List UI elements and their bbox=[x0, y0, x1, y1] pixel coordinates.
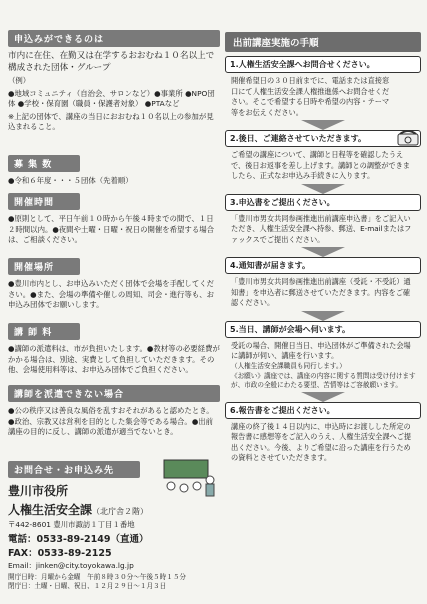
cannot-body: ●公の秩序又は善良な風俗を乱すおそれがあると認めたとき。●政治、宗教又は営利を目的とした集会等である場合。●出前講座の目的に反し、講師の派遣が適当でないとき。 bbox=[8, 406, 214, 436]
recruit-body: ●令和６年度・・・５団体（先着順） bbox=[8, 176, 133, 185]
contact-tel[interactable]: 電話：0533-89-2149（直通） bbox=[8, 533, 149, 545]
recruit-heading: 募 集 数 bbox=[8, 155, 80, 172]
contact-address: 〒442-8601 豊川市諏訪１丁目１番地 bbox=[8, 520, 135, 529]
time-heading: 開催時間 bbox=[8, 193, 80, 210]
step-arrow bbox=[301, 247, 345, 257]
step-1 bbox=[225, 56, 421, 130]
step-3-body: 「豊川市男女共同参画推進出前講座申込書」をご記入いただき、人権生活安全課へ持参、郵送、E-mailまたはファックスでご提出ください。 bbox=[231, 213, 412, 244]
apply-list: ●地域コミュニティ（自治会、サロンなど）●事業所 ●NPO団体 ●学校・保育園（職員・保護者対象） ●PTAなど bbox=[8, 88, 215, 108]
contact-fax: FAX：0533-89-2125 bbox=[8, 547, 112, 559]
fee-heading: 講 師 料 bbox=[8, 323, 80, 340]
contact-dept-note: （北庁舎２階） bbox=[92, 507, 149, 516]
cannot-heading: 講師を派遣できない場合 bbox=[8, 385, 220, 402]
telephone-icon bbox=[397, 128, 419, 150]
step-3-title: 3.申込書をご提出ください。 bbox=[225, 194, 421, 211]
time-body: ●原則として、平日午前１０時から午後４時までの間で、１日２時間以内。●夜間や土曜・日曜・祝日の開催を希望する場合は、ご相談ください。 bbox=[8, 214, 214, 244]
step-2-title: 2.後日、ご連絡させていただきます。 bbox=[225, 130, 421, 147]
step-3 bbox=[225, 194, 421, 258]
cannot-section bbox=[8, 385, 220, 438]
apply-body: 市内に在住、在勤又は在学するおおむね１０名以上で構成された団体・グループ bbox=[8, 51, 215, 73]
step-5-note: （人権生活安全課職員も同行します。） bbox=[231, 361, 346, 370]
fee-section bbox=[8, 320, 220, 376]
step-2 bbox=[225, 130, 421, 194]
step-4-body: 「豊川市男女共同参画推進出前講座（受託・不受託）通知書」を申込者に郵送させていただきます。内容をご確認ください。 bbox=[231, 277, 411, 307]
step-5-title: 5.当日、講師が会場へ伺います。 bbox=[225, 321, 421, 338]
place-section bbox=[8, 255, 220, 311]
apply-note: ※上記の団体で、講座の当日におおむね１０名以上の参加が見込まれること。 bbox=[8, 111, 214, 131]
step-arrow bbox=[301, 184, 345, 194]
step-1-body: 開催希望日の３０日前までに、電話または直接窓口にて人権生活安全課人権推進係へお問合せください。そこで希望する日時や希望の内容・テーマ等をお伝えください。 bbox=[231, 76, 390, 117]
place-body: ●豊川市内とし、お申込みいただく団体で会場を手配してください。●また、会場の準備や催しの周知、司会・進行等も、お申込み団体でお願いします。 bbox=[8, 279, 214, 309]
contact-dept: 人権生活安全課 bbox=[8, 503, 93, 517]
step-5 bbox=[225, 321, 421, 402]
procedure-heading: 出前講座実施の手順 bbox=[225, 32, 421, 52]
contact-section bbox=[8, 458, 220, 591]
place-heading: 開催場所 bbox=[8, 258, 80, 275]
step-5-body: 受託の場合、開催日当日、申込団体がご準備された会場に講師が伺い、講座を行います。 bbox=[231, 340, 411, 360]
step-2-body: ご希望の講座について、講師と日程等を確認したうえで、後日お返事を差し上げます。講師との調整ができましたら、正式なお申込み手続きに入ります。 bbox=[231, 150, 410, 180]
step-6-body: 講座の終了後１４日以内に、申込時にお渡しした所定の報告書に感想等をご記入のうえ、人権生活安全課へご提出ください。今後、よりご希望に沿った講座を行うための資料とさせていただきます。 bbox=[231, 421, 412, 462]
procedure-column bbox=[225, 32, 421, 464]
time-section bbox=[8, 190, 220, 246]
recruit-section bbox=[8, 152, 220, 187]
contact-heading: お問合せ・お申込み先 bbox=[8, 461, 140, 478]
step-arrow bbox=[301, 392, 345, 402]
contact-org: 豊川市役所 bbox=[8, 484, 69, 498]
fee-body: ●講師の派遣料は、市が負担いたします。●教材等の必要経費がかかる場合は、別途、実費として負担していただきます。その他、会場使用料等は、お申込み団体でご負担ください。 bbox=[8, 344, 220, 374]
step-4-title: 4.通知書が届きます。 bbox=[225, 257, 421, 274]
step-4 bbox=[225, 257, 421, 321]
contact-email[interactable]: Email：jinken@city.toyokawa.lg.jp bbox=[8, 560, 134, 570]
apply-example: （例） bbox=[8, 76, 31, 85]
step-5-remark: 《お願い》講座では、講座の内容に関する質問は受け付けますが、市政の全般にわたる要望、苦情等はご容赦願います。 bbox=[231, 371, 416, 389]
apply-section bbox=[8, 30, 220, 133]
apply-heading: 申込みができるのは bbox=[8, 30, 220, 47]
step-6-title: 6.報告書をご提出ください。 bbox=[225, 402, 421, 419]
step-arrow bbox=[301, 311, 345, 321]
step-6 bbox=[225, 402, 421, 464]
meeting-illustration bbox=[156, 458, 218, 502]
contact-closed: 閉庁日：土曜・日曜、祝日、１２月２９日～１月３日 bbox=[8, 582, 167, 590]
step-1-title: 1.人権生活安全課へお問合せください。 bbox=[225, 56, 421, 73]
contact-hours: 開庁日時：月曜から金曜 午前８時３０分～午後５時１５分 bbox=[8, 573, 187, 581]
step-arrow bbox=[301, 120, 345, 130]
